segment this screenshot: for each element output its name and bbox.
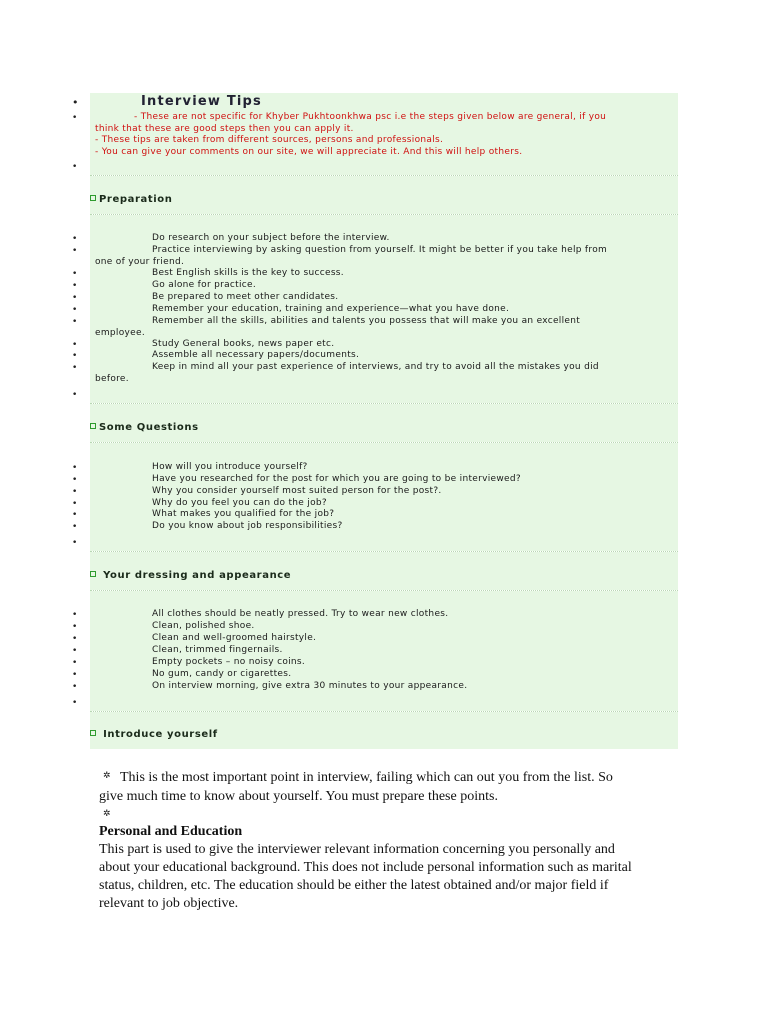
list-item: Clean, polished shoe. [152, 621, 255, 631]
square-bullet-icon [90, 423, 96, 429]
square-bullet-icon [90, 730, 96, 736]
body-line: status, children, etc. The education should be either the latest obtained and/or major field if [99, 878, 609, 893]
list-item: before. [95, 374, 129, 384]
bullet: • [72, 682, 78, 692]
intro-line: - These are not specific for Khyber Pukhtoonkhwa psc i.e the steps given below are general, if you [134, 112, 607, 122]
page-title: Interview Tips [141, 94, 262, 109]
section-heading-introduce: Introduce yourself [90, 729, 218, 740]
intro-line: - These tips are taken from different sources, persons and professionals. [95, 135, 444, 145]
bullet: • [72, 670, 78, 680]
list-item: Remember your education, training and experience—what you have done. [152, 304, 510, 314]
body-line: This part is used to give the interviewer relevant information concerning you personally and [99, 842, 615, 857]
symbol-bullet-icon: ✲ [103, 808, 111, 818]
bullet: • [72, 499, 78, 509]
bullet: • [72, 234, 78, 244]
list-item: No gum, candy or cigarettes. [152, 669, 292, 679]
list-item: Why you consider yourself most suited person for the post?. [152, 486, 442, 496]
bullet: • [72, 487, 78, 497]
list-item: Do research on your subject before the interview. [152, 233, 390, 243]
list-item: Clean and well-groomed hairstyle. [152, 633, 317, 643]
bullet: • [72, 390, 78, 400]
bullet: • [72, 363, 78, 373]
list-item: Assemble all necessary papers/documents. [152, 350, 360, 360]
list-item: Best English skills is the key to success. [152, 268, 344, 278]
subheading: Personal and Education [99, 824, 243, 839]
list-item: Practice interviewing by asking question from yourself. It might be better if you take help from [152, 245, 608, 255]
body-line: give much time to know about yourself. You must prepare these points. [99, 789, 498, 804]
list-item: Have you researched for the post for which you are going to be interviewed? [152, 474, 521, 484]
square-bullet-icon [90, 571, 96, 577]
list-item: Why do you feel you can do the job? [152, 498, 328, 508]
bullet: • [72, 293, 78, 303]
list-item: Do you know about job responsibilities? [152, 521, 343, 531]
list-item: one of your friend. [95, 257, 185, 267]
body-line: relevant to job objective. [99, 896, 239, 911]
list-item: How will you introduce yourself? [152, 462, 308, 472]
bullet: • [72, 317, 78, 327]
list-item: employee. [95, 328, 145, 338]
bullet: • [72, 698, 78, 708]
section-heading-questions: Some Questions [90, 422, 199, 433]
intro-line: - You can give your comments on our site, we will appreciate it. And this will help others. [95, 147, 523, 157]
square-bullet-icon [90, 195, 96, 201]
bullet: • [72, 113, 78, 123]
body-line: about your educational background. This does not include personal information such as marital [99, 860, 632, 875]
list-item: Go alone for practice. [152, 280, 257, 290]
list-item: Be prepared to meet other candidates. [152, 292, 339, 302]
symbol-bullet-icon: ✲ [103, 770, 111, 780]
bullet: • [72, 522, 78, 532]
bullet: • [72, 658, 78, 668]
bullet: • [72, 305, 78, 315]
bullet: • [72, 340, 78, 350]
bullet: • [72, 246, 78, 256]
bullet: • [72, 269, 78, 279]
section-heading-preparation: Preparation [90, 194, 172, 205]
bullet: • [72, 646, 78, 656]
bullet: • [72, 463, 78, 473]
list-item: Keep in mind all your past experience of interviews, and try to avoid all the mistakes you did [152, 362, 599, 372]
section-panel [90, 176, 678, 214]
bullet: • [72, 510, 78, 520]
bullet: • [72, 622, 78, 632]
list-item: All clothes should be neatly pressed. Try to wear new clothes. [152, 609, 449, 619]
bullet: • [72, 538, 78, 548]
bullet: • [72, 475, 78, 485]
intro-line: think that these are good steps then you can apply it. [95, 124, 354, 134]
list-item: Empty pockets – no noisy coins. [152, 657, 306, 667]
list-item: Study General books, news paper etc. [152, 339, 335, 349]
bullet: • [72, 351, 78, 361]
list-item: Remember all the skills, abilities and talents you possess that will make you an excellent [152, 316, 581, 326]
bullet: • [72, 281, 78, 291]
list-item: On interview morning, give extra 30 minutes to your appearance. [152, 681, 468, 691]
bullet: • [72, 634, 78, 644]
bullet: • [72, 96, 79, 109]
list-item: Clean, trimmed fingernails. [152, 645, 283, 655]
section-heading-dressing: Your dressing and appearance [90, 570, 291, 581]
list-item: What makes you qualified for the job? [152, 509, 335, 519]
bullet: • [72, 610, 78, 620]
bullet: • [72, 162, 78, 172]
body-line: This is the most important point in interview, failing which can out you from the list. So [120, 770, 613, 785]
